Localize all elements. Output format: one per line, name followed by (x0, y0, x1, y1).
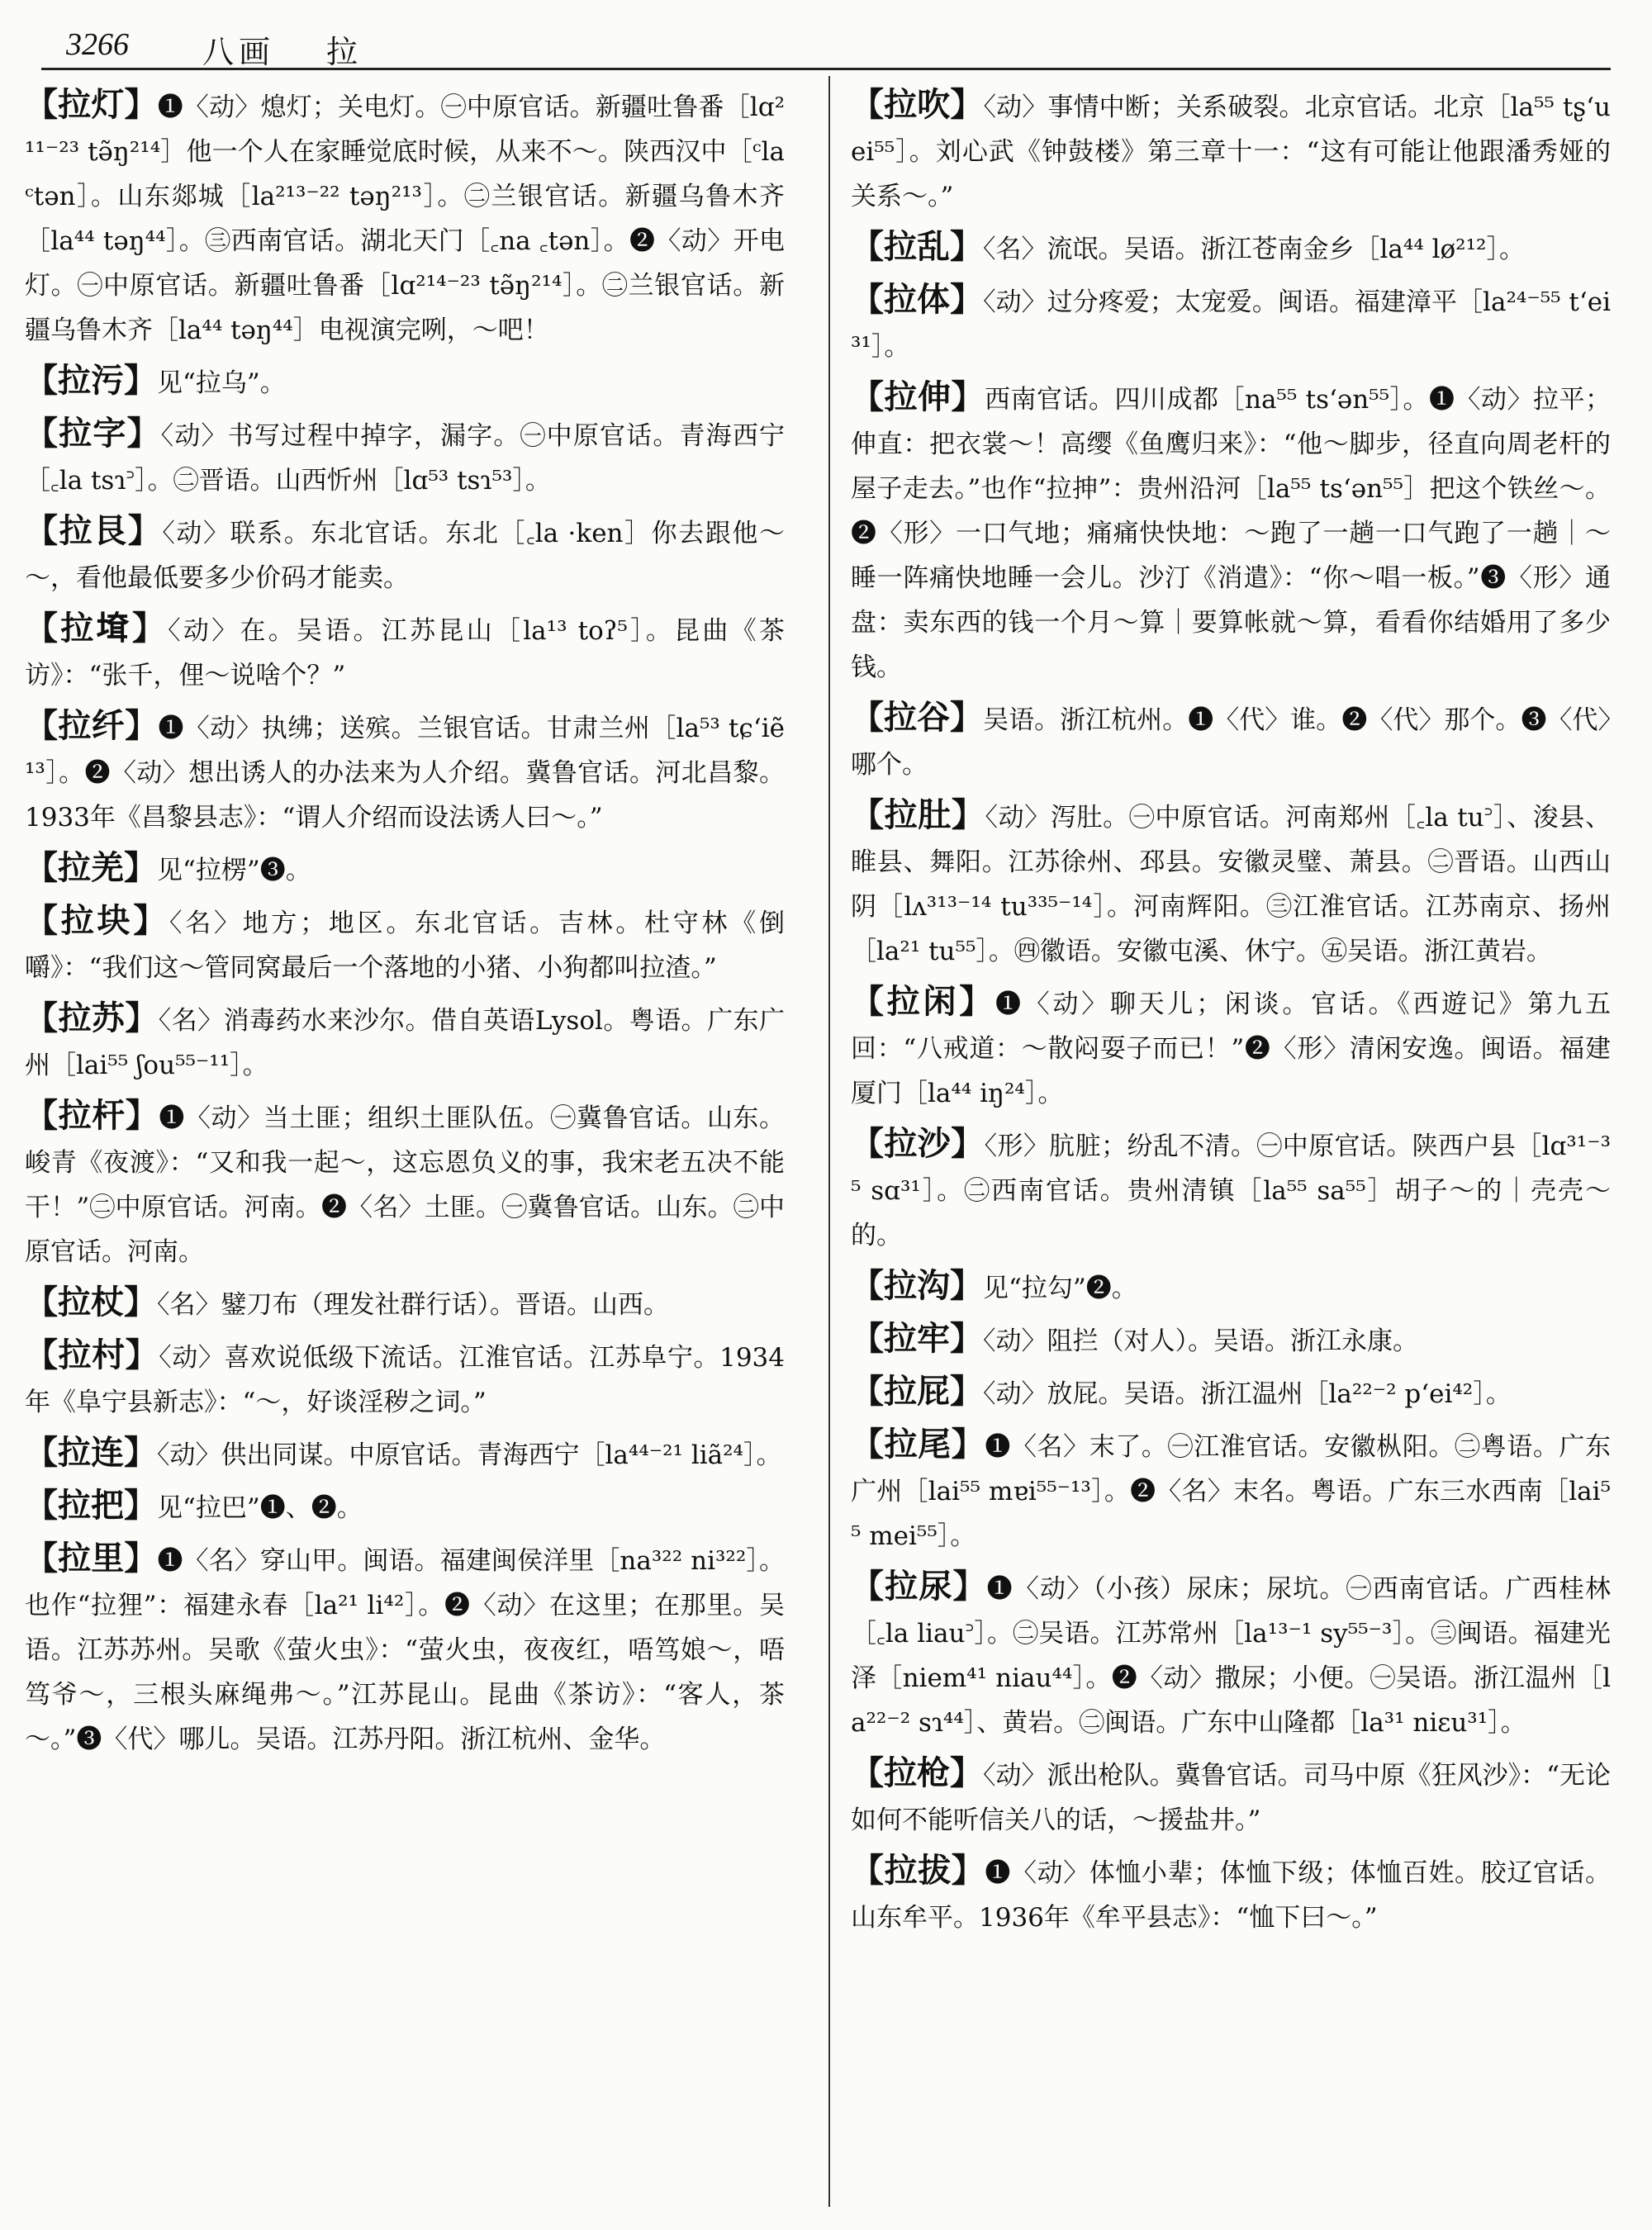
entry-headword: 【拉杆】 (25, 1096, 159, 1135)
entry-headword: 【拉枪】 (851, 1753, 984, 1792)
entry-headword: 【拉沟】 (851, 1266, 983, 1305)
dictionary-entry (25, 704, 785, 840)
stroke-count-label: 八画 (202, 34, 276, 70)
entry-headword: 【拉污】 (25, 361, 157, 400)
dictionary-entry (851, 83, 1611, 219)
entry-headword: 【拉艮】 (25, 511, 163, 550)
entry-headword: 【拉𡍲】 (25, 609, 169, 648)
dictionary-entry (851, 1369, 1611, 1416)
dictionary-entry (851, 980, 1611, 1116)
entry-definition: 〈名〉鐾刀布（理发社群行话）。晋语。山西。 (157, 1290, 669, 1320)
entry-definition: 西南官话。四川成都［na⁵⁵ tsʻən⁵⁵］。❶〈动〉拉平；伸直：把衣裳～！高缨《鱼鹰归来》：“他～脚步，径直向周老杆的屋子走去。”也作“拉抻”：贵州沿河［la⁵⁵ tsʻən⁵⁵］把这个铁丝～。❷〈形〉一口气地；痛痛快快地：～跑了一趟一口气跑了一趟｜～睡一阵痛快地睡一会儿。沙汀《消遣》：“你～唱一板。”❸〈形〉通盘：卖东西的钱一个月～算｜要算帐就～算，看看你结婚用了多少钱。 (851, 385, 1611, 682)
entry-headword: 【拉乱】 (851, 227, 983, 266)
entry-headword: 【拉吹】 (851, 85, 984, 124)
entry-definition: ❶〈动〉执绋；送殡。兰银官话。甘肃兰州［la⁵³ tɕʻiẽ¹³］。❷〈动〉想出诱人的办法来为人介绍。冀鲁官话。河北昌黎。1933年《昌黎县志》：“谓人介绍而设法诱人曰～。” (25, 714, 785, 833)
entry-definition: ❶〈动〉（小孩）尿床；尿坑。㊀西南官话。广西桂林［꜀la liau꜄］。㊁吴语。江苏常州［la¹³⁻¹ sy⁵⁵⁻³］。㊂闽语。福建光泽［niem⁴¹ niau⁴⁴］。❷〈动〉撒尿；小便。㊀吴语。浙江温州［la²²⁻² sɿ⁴⁴］、黄岩。㊁闽语。广东中山隆都［la³¹ niɛu³¹］。 (851, 1574, 1611, 1738)
right-column (851, 83, 1611, 2213)
dictionary-entry (25, 1536, 785, 1762)
entry-definition: 〈动〉书写过程中掉字，漏字。㊀中原官话。青海西宁［꜀la tsɿ꜄］。㊁晋语。山西忻州［lɑ⁵³ tsɿ⁵³］。 (25, 421, 785, 496)
dictionary-entry (851, 695, 1611, 787)
dictionary-entry (25, 358, 785, 406)
entry-headword: 【拉字】 (25, 414, 161, 453)
dictionary-entry (851, 1848, 1611, 1940)
dictionary-entry (25, 1483, 785, 1530)
entry-headword: 【拉体】 (851, 280, 984, 319)
entry-definition: ❶〈动〉当土匪；组织土匪队伍。㊀冀鲁官话。山东。峻青《夜渡》：“又和我一起～，这忘恩负义的事，我宋老五决不能干！”㊁中原官话。河南。❷〈名〉土匪。㊀冀鲁官话。山东。㊁中原官话。河南。 (25, 1103, 785, 1267)
page-header (41, 25, 1611, 70)
entry-definition: 见“拉勾”❷。 (983, 1274, 1137, 1303)
entry-headword: 【拉纤】 (25, 706, 159, 745)
dictionary-entry (25, 996, 785, 1088)
dictionary-entry (25, 509, 785, 600)
entry-headword: 【拉牢】 (851, 1319, 983, 1358)
dictionary-entry (25, 411, 785, 503)
entry-definition: 〈动〉泻肚。㊀中原官话。河南郑州［꜀la tu꜄］、浚县、睢县、舞阳。江苏徐州、邳县。安徽灵璧、萧县。㊁晋语。山西山阴［lʌ³¹³⁻¹⁴ tu³³⁵⁻¹⁴］。河南辉阳。㊂江淮官话。江苏南京、扬州［la²¹ tu⁵⁵］。㊃徽语。安徽屯溪、休宁。㊄吴语。浙江黄岩。 (851, 803, 1611, 966)
dictionary-entry (25, 899, 785, 990)
entry-headword: 【拉肚】 (851, 795, 985, 834)
entry-headword: 【拉杖】 (25, 1283, 157, 1321)
entry-definition: 〈动〉过分疼爱；太宠爱。闽语。福建漳平［la²⁴⁻⁵⁵ tʻei³¹］。 (851, 287, 1611, 362)
entry-headword: 【拉羌】 (25, 848, 157, 887)
dictionary-entry (851, 1751, 1611, 1843)
dictionary-entry (25, 1333, 785, 1425)
dictionary-entry (25, 1431, 785, 1478)
entry-headword: 【拉把】 (25, 1486, 157, 1525)
dictionary-entry (851, 1264, 1611, 1311)
dictionary-entry (851, 278, 1611, 369)
entry-headword: 【拉苏】 (25, 999, 159, 1037)
dictionary-entry (851, 1317, 1611, 1364)
column-divider (828, 76, 830, 2207)
entry-headword: 【拉连】 (25, 1433, 157, 1472)
entry-definition: 〈名〉地方；地区。东北官话。吉林。杜守林《倒嚼》：“我们这～管同窝最后一个落地的小猪、小狗都叫拉渣。” (25, 909, 785, 983)
entry-headword: 【拉村】 (25, 1336, 159, 1374)
entry-headword: 【拉块】 (25, 901, 169, 940)
entry-definition: ❶〈名〉穿山甲。闽语。福建闽侯洋里［na³²² ni³²²］。也作“拉狸”：福建永春［la²¹ li⁴²］。❷〈动〉在这里；在那里。吴语。江苏苏州。吴歌《萤火虫》：“萤火虫，夜夜红，唔笃娘～，唔笃爷～，三根头麻绳弗～。”江苏昆山。昆曲《茶访》：“客人，茶～。”❸〈代〉哪儿。吴语。江苏丹阳。浙江杭州、金华。 (25, 1546, 785, 1754)
entry-headword: 【拉屁】 (851, 1372, 983, 1411)
entry-headword: 【拉伸】 (851, 377, 985, 416)
dictionary-entry (851, 793, 1611, 974)
entry-definition: ❶〈动〉熄灯；关电灯。㊀中原官话。新疆吐鲁番［lɑ²¹¹⁻²³ tə̃ŋ²¹⁴］他一个人在家睡觉底时候，从来不～。陕西汉中［ᶜla ᶜtən］。山东郯城［la²¹³⁻²² təŋ²¹³］。㊁兰银官话。新疆乌鲁木齐［la⁴⁴ təŋ⁴⁴］。㊂西南官话。湖北天门［꜀na ꜀tən］。❷〈动〉开电灯。㊀中原官话。新疆吐鲁番［lɑ²¹⁴⁻²³ tə̃ŋ²¹⁴］。㊁兰银官话。新疆乌鲁木齐［la⁴⁴ təŋ⁴⁴］电视演完咧，～吧！ (25, 93, 785, 345)
entry-headword: 【拉拔】 (851, 1851, 985, 1890)
entry-definition: 〈动〉喜欢说低级下流话。江淮官话。江苏阜宁。1934年《阜宁县新志》：“～，好谈淫秽之词。” (25, 1343, 785, 1417)
dictionary-entry (851, 225, 1611, 272)
entry-definition: 〈动〉事情中断；关系破裂。北京官话。北京［la⁵⁵ tʂʻuei⁵⁵］。刘心武《钟鼓楼》第三章十一：“这有可能让他跟潘秀娅的关系～。” (851, 93, 1611, 211)
entry-headword: 【拉灯】 (25, 85, 158, 124)
entry-definition: 〈名〉流氓。吴语。浙江苍南金乡［la⁴⁴ lø²¹²］。 (983, 235, 1525, 264)
entry-headword: 【拉沙】 (851, 1124, 985, 1163)
dictionary-entry (851, 1422, 1611, 1559)
entry-definition: ❶〈动〉体恤小辈；体恤下级；体恤百姓。胶辽官话。山东牟平。1936年《牟平县志》：“恤下曰～。” (851, 1858, 1611, 1933)
entry-definition: 〈动〉派出枪队。冀鲁官话。司马中原《狂风沙》：“无论如何不能听信关八的话，～援盐井。” (851, 1761, 1611, 1835)
dictionary-entry (25, 606, 785, 698)
entry-definition: ❶〈名〉末了。㊀江淮官话。安徽枞阳。㊁粤语。广东广州［lai⁵⁵ mɐi⁵⁵⁻¹³］。❷〈名〉末名。粤语。广东三水西南［lai⁵⁵ mei⁵⁵］。 (851, 1432, 1611, 1551)
entry-definition: 见“拉乌”。 (157, 368, 286, 398)
page-number: 3266 (66, 27, 129, 62)
entry-definition: 〈动〉联系。东北官话。东北［꜀la ·ken］你去跟他～～，看他最低要多少价码才能卖。 (25, 519, 785, 593)
entry-headword: 【拉尾】 (851, 1425, 985, 1464)
dictionary-entry (25, 1094, 785, 1274)
dictionary-entry (25, 83, 785, 353)
entry-definition: 〈动〉供出同谋。中原官话。青海西宁［la⁴⁴⁻²¹ liã²⁴］。 (157, 1440, 782, 1470)
entry-definition: ❶〈动〉聊天儿；闲谈。官话。《西遊记》第九五回：“八戒道：～散闷耍子而已！”❷〈形〉清闲安逸。闽语。福建厦门［la⁴⁴ iŋ²⁴］。 (851, 989, 1611, 1108)
entry-headword: 【拉尿】 (851, 1567, 987, 1606)
dictionary-entry (25, 1280, 785, 1327)
left-column (25, 83, 785, 2213)
entry-headword: 【拉谷】 (851, 698, 984, 737)
dictionary-entry (851, 1122, 1611, 1258)
entry-definition: 见“拉巴”❶、❷。 (157, 1493, 363, 1523)
entry-definition: 〈名〉消毒药水来沙尔。借自英语Lysol。粤语。广东广州［lai⁵⁵ ʃou⁵⁵⁻¹¹］。 (25, 1006, 785, 1080)
dictionary-entry (851, 375, 1611, 690)
dictionary-entry (851, 1564, 1611, 1745)
entry-definition: 〈动〉阻拦（对人）。吴语。浙江永康。 (983, 1326, 1418, 1356)
entry-definition: 见“拉楞”❸。 (157, 856, 311, 885)
head-character: 拉 (326, 34, 358, 70)
entry-definition: 〈形〉肮脏；纷乱不清。㊀中原官话。陕西户县［lɑ³¹⁻³⁵ sɑ³¹］。㊁西南官话。贵州清镇［la⁵⁵ sa⁵⁵］胡子～的｜壳壳～的。 (851, 1132, 1611, 1250)
entry-definition: 吴语。浙江杭州。❶〈代〉谁。❷〈代〉那个。❸〈代〉哪个。 (851, 705, 1611, 780)
entry-definition: 〈动〉在。吴语。江苏昆山［la¹³ toʔ⁵］。昆曲《茶访》：“张千，俚～说啥个？” (25, 616, 785, 690)
entry-headword: 【拉里】 (25, 1539, 158, 1578)
entry-headword: 【拉闲】 (851, 982, 995, 1021)
dictionary-entry (25, 846, 785, 893)
entry-definition: 〈动〉放屁。吴语。浙江温州［la²²⁻² pʻei⁴²］。 (983, 1379, 1512, 1409)
